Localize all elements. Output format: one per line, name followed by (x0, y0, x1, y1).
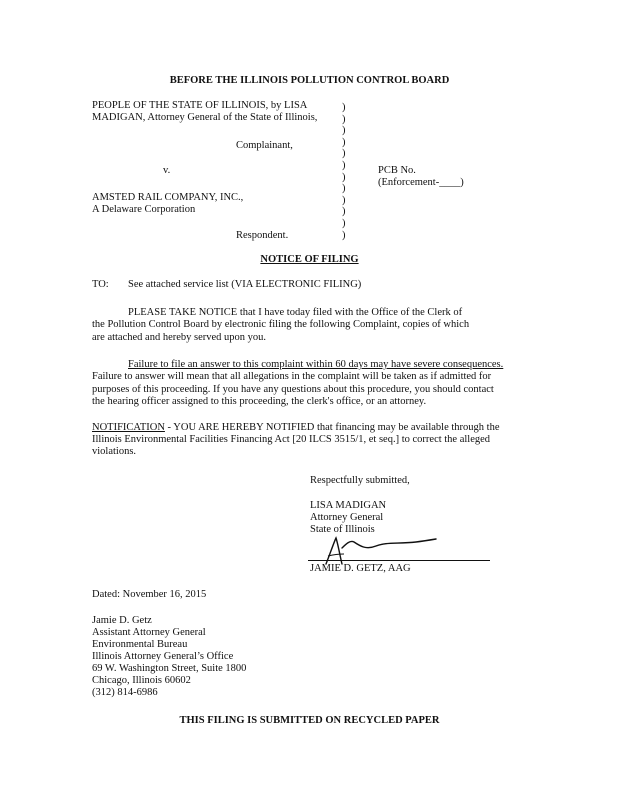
para1-line1: PLEASE TAKE NOTICE that I have today filed with the Office of the Clerk of (128, 307, 463, 318)
para3-line1 (92, 423, 500, 434)
caption-parentheses (342, 102, 346, 241)
signer-name: JAMIE D. GETZ, AAG (310, 563, 411, 574)
versus-label: v. (163, 165, 171, 176)
pcb-number: PCB No. (378, 165, 416, 176)
document-title: BEFORE THE ILLINOIS POLLUTION CONTROL BOARD (169, 75, 450, 86)
to-label: TO: (92, 279, 109, 290)
para2-warning: Failure to file an answer to this complaint within 60 days may have severe consequences. (128, 359, 504, 370)
plaintiff-line-2: MADIGAN, Attorney General of the State of Illinois, (92, 112, 318, 123)
contact-title: Assistant Attorney General (92, 627, 206, 638)
paren: ) (342, 113, 346, 125)
notice-heading: NOTICE OF FILING (260, 254, 359, 265)
contact-bureau: Environmental Bureau (92, 639, 188, 650)
respondent-line-1: AMSTED RAIL COMPANY, INC., (92, 192, 244, 203)
paren: ) (342, 148, 346, 160)
to-text: See attached service list (VIA ELECTRONIC FILING) (128, 279, 362, 290)
para1-line3: are attached and hereby served upon you. (92, 332, 267, 343)
signatory-name: LISA MADIGAN (310, 500, 387, 511)
paren: ) (342, 125, 346, 137)
signatory-title: Attorney General (310, 512, 384, 523)
paren: ) (342, 194, 346, 206)
notification-label: NOTIFICATION (92, 422, 165, 433)
paren: ) (342, 171, 346, 183)
date-line: Dated: November 16, 2015 (92, 589, 207, 600)
respondent-line-2: A Delaware Corporation (92, 204, 196, 215)
enforcement-label: (Enforcement-____) (378, 177, 464, 188)
paren: ) (342, 159, 346, 171)
contact-name: Jamie D. Getz (92, 615, 152, 626)
contact-office: Illinois Attorney General’s Office (92, 651, 234, 662)
paren: ) (342, 102, 346, 113)
closing: Respectfully submitted, (310, 475, 410, 486)
para3-line3: violations. (92, 446, 137, 457)
paren: ) (342, 183, 346, 195)
complainant-label: Complainant, (236, 140, 293, 151)
signature-line (308, 560, 490, 561)
recycled-paper-note: THIS FILING IS SUBMITTED ON RECYCLED PAPER (179, 715, 440, 726)
contact-street: 69 W. Washington Street, Suite 1800 (92, 663, 247, 674)
para3-line2: Illinois Environmental Facilities Financing Act [20 ILCS 3515/1, et seq.] to correct the alleged (92, 434, 491, 445)
respondent-label: Respondent. (236, 230, 289, 241)
para2-line3: purposes of this proceeding. If you have any questions about this procedure, you should contact (92, 384, 494, 395)
plaintiff-line-1: PEOPLE OF THE STATE OF ILLINOIS, by LISA (92, 100, 308, 111)
paren: ) (342, 217, 346, 229)
paren: ) (342, 229, 346, 241)
contact-phone: (312) 814-6986 (92, 687, 158, 698)
paren: ) (342, 136, 346, 148)
signatory-state: State of Illinois (310, 524, 375, 535)
para3-line1-rest: - YOU ARE HEREBY NOTIFIED that financing may be available through the (164, 422, 500, 433)
para1-line2: the Pollution Control Board by electronic filing the following Complaint, copies of which (92, 319, 470, 330)
contact-city: Chicago, Illinois 60602 (92, 675, 191, 686)
para2-line2: Failure to answer will mean that all allegations in the complaint will be taken as if admitted for (92, 371, 492, 382)
paren: ) (342, 206, 346, 218)
para2-line4: the hearing officer assigned to this proceeding, the clerk's office, or an attorney. (92, 396, 427, 407)
